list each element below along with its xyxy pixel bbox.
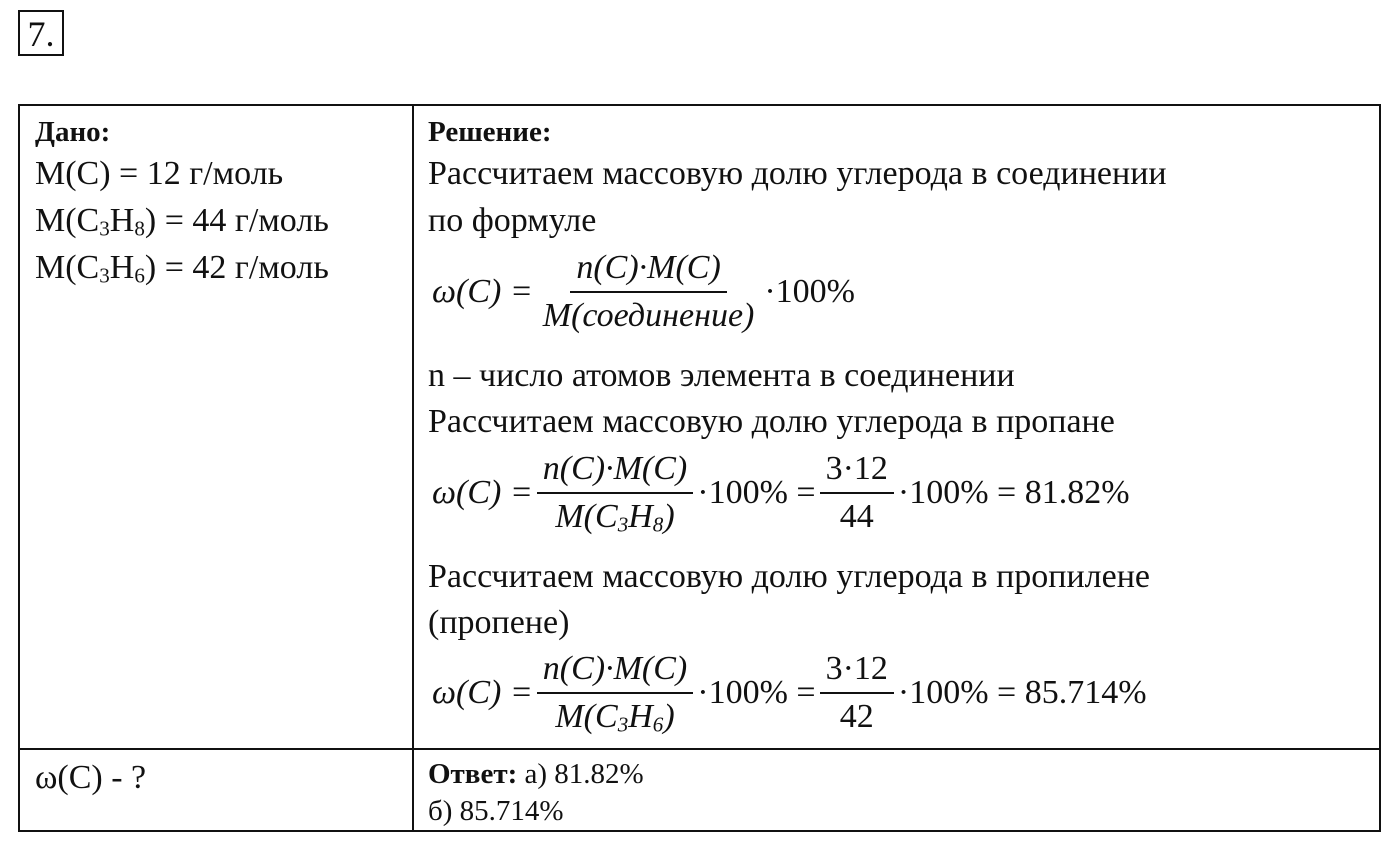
formula-propane-lhs: ω(C) =	[432, 474, 533, 511]
formula-propylene-result: ·100% = 85.714%	[897, 674, 1147, 711]
formula-general-numerator: n(C)·M(C)	[570, 251, 726, 293]
formula-propylene-denominator: $M(C_3H_6)$	[555, 698, 675, 737]
formula-propylene	[432, 650, 1147, 737]
solution-heading: Решение:	[428, 116, 552, 148]
formula-propane-numerator: n(C)·M(C)	[537, 452, 693, 494]
propylene-intro-line2: (пропене)	[428, 604, 570, 641]
formula-propane-num2: 3·12	[820, 452, 894, 494]
answer-b: б) 85.714%	[428, 795, 564, 827]
propane-intro: Рассчитаем массовую долю углерода в пропане	[428, 403, 1115, 440]
formula-propane-result: ·100% = 81.82%	[897, 474, 1130, 511]
given-line-propane: $M(C_3H_8) = 44$ г/моль	[35, 202, 329, 241]
task-number: 7.	[18, 10, 64, 56]
solution-table	[18, 104, 1381, 832]
solution-intro-line2: по формуле	[428, 202, 597, 239]
row-divider	[20, 748, 1379, 750]
formula-propane-numeric-fraction	[820, 452, 894, 534]
answer-a: а) 81.82%	[517, 758, 644, 790]
answer-line-a	[428, 756, 644, 792]
formula-propylene-num2: 3·12	[820, 652, 894, 694]
given-heading: Дано:	[35, 116, 111, 148]
solution-intro-line1: Рассчитаем массовую долю углерода в соединении	[428, 155, 1167, 192]
formula-propylene-den2: 42	[839, 698, 874, 735]
given-line-propylene: $M(C_3H_6) = 42$ г/моль	[35, 249, 329, 288]
solution-note: n – число атомов элемента в соединении	[428, 357, 1015, 394]
formula-propane-denominator: $M(C_3H_8)$	[555, 498, 675, 537]
formula-propane-fraction	[537, 450, 693, 537]
formula-propylene-lhs: ω(C) =	[432, 674, 533, 711]
formula-general-tail: ·100%	[764, 273, 856, 310]
formula-general-fraction	[537, 251, 761, 333]
formula-propylene-numerator: n(C)·M(C)	[537, 652, 693, 694]
formula-general-denominator: M(соединение)	[542, 297, 755, 334]
given-line-carbon: M(C) = 12 г/моль	[35, 155, 284, 192]
formula-propane-mid: ·100% =	[697, 474, 816, 511]
formula-propylene-numeric-fraction	[820, 652, 894, 734]
formula-propylene-mid: ·100% =	[697, 674, 816, 711]
formula-propane	[432, 450, 1130, 537]
formula-propane-den2: 44	[839, 498, 874, 535]
find-line: ω(C) - ?	[35, 759, 147, 796]
formula-propylene-fraction	[537, 650, 693, 737]
propylene-intro-line1: Рассчитаем массовую долю углерода в пропилене	[428, 558, 1151, 595]
answer-label: Ответ:	[428, 758, 518, 790]
formula-general-lhs: ω(C) =	[432, 273, 533, 310]
formula-general	[432, 251, 855, 333]
column-divider	[412, 106, 414, 830]
